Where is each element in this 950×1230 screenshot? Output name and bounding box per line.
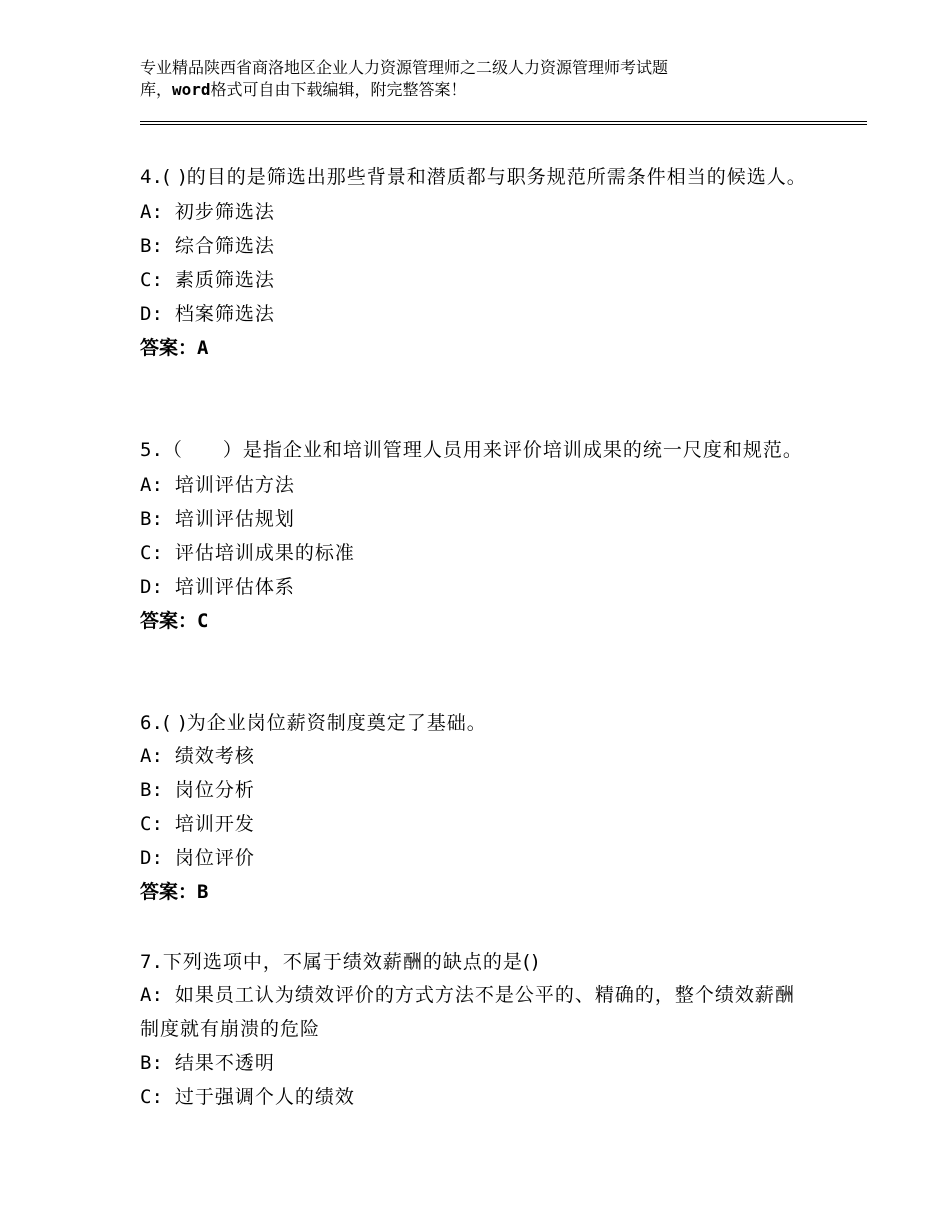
option-letter: C:	[140, 269, 163, 291]
document-header	[140, 57, 780, 101]
question-number: 6.	[140, 712, 163, 734]
option-letter: B:	[140, 235, 163, 257]
option-text: 初步筛选法	[174, 201, 275, 223]
option-b	[140, 1046, 810, 1080]
option-text: 综合筛选法	[174, 235, 275, 257]
answer-value: B	[197, 881, 209, 903]
option-text: 如果员工认为绩效评价的方式方法不是公平的、精确的，整个绩效薪酬制度就有崩溃的危险	[140, 984, 795, 1040]
option-text: 培训评估规划	[174, 508, 295, 530]
question-number: 4.	[140, 166, 163, 188]
question-stem	[140, 707, 810, 739]
option-d	[140, 570, 810, 604]
question-text: ( )的目的是筛选出那些背景和潜质都与职务规范所需条件相当的候选人。	[162, 166, 807, 188]
option-c	[140, 1080, 810, 1114]
option-d	[140, 297, 810, 331]
option-text: 档案筛选法	[174, 303, 275, 325]
option-d	[140, 841, 810, 875]
document-page	[140, 0, 867, 1230]
option-text: 结果不透明	[174, 1052, 275, 1074]
option-letter: B:	[140, 508, 163, 530]
option-text: 岗位分析	[174, 779, 255, 801]
option-letter: C:	[140, 1086, 163, 1108]
option-a	[140, 739, 810, 773]
question-text: ( )为企业岗位薪资制度奠定了基础。	[162, 712, 487, 734]
header-line-2-pre: 库，	[140, 80, 173, 99]
question-number: 7.	[140, 951, 163, 973]
option-b	[140, 229, 810, 263]
answer-label: 答案：	[140, 337, 198, 359]
question-stem	[140, 946, 810, 978]
question-text: 下列选项中，不属于绩效薪酬的缺点的是()	[162, 951, 540, 973]
question-stem	[140, 161, 810, 193]
option-text: 培训评估方法	[174, 474, 295, 496]
option-c	[140, 263, 810, 297]
option-letter: D:	[140, 847, 163, 869]
option-text: 岗位评价	[174, 847, 255, 869]
question-stem	[140, 434, 810, 466]
header-line-1: 专业精品陕西省商洛地区企业人力资源管理师之二级人力资源管理师考试题	[140, 58, 669, 77]
answer-label: 答案：	[140, 610, 198, 632]
option-letter: D:	[140, 303, 163, 325]
answer	[140, 875, 810, 909]
option-text: 培训评估体系	[174, 576, 295, 598]
option-text: 评估培训成果的标准	[174, 542, 355, 564]
option-a	[140, 468, 810, 502]
option-b	[140, 502, 810, 536]
option-letter: A:	[140, 745, 163, 767]
option-text: 过于强调个人的绩效	[174, 1086, 355, 1108]
option-a	[140, 195, 810, 229]
option-letter: C:	[140, 542, 163, 564]
option-c	[140, 807, 810, 841]
answer-value: C	[197, 610, 209, 632]
option-text: 绩效考核	[174, 745, 255, 767]
answer-value: A	[197, 337, 209, 359]
question-number: 5.	[140, 439, 163, 461]
header-divider	[140, 121, 867, 125]
option-letter: A:	[140, 201, 163, 223]
option-c	[140, 536, 810, 570]
header-line-2	[140, 79, 780, 101]
option-letter: B:	[140, 779, 163, 801]
header-line-2-post: 格式可自由下载编辑，附完整答案！	[210, 80, 467, 99]
option-b	[140, 773, 810, 807]
question-6	[140, 707, 810, 909]
option-letter: A:	[140, 474, 163, 496]
question-7	[140, 946, 810, 1114]
option-letter: A:	[140, 984, 163, 1006]
option-letter: B:	[140, 1052, 163, 1074]
answer	[140, 604, 810, 638]
option-letter: C:	[140, 813, 163, 835]
question-text: （ ）是指企业和培训管理人员用来评价培训成果的统一尺度和规范。	[162, 439, 803, 461]
option-letter: D:	[140, 576, 163, 598]
answer	[140, 331, 810, 365]
question-4	[140, 161, 810, 365]
header-word: word	[172, 80, 211, 99]
option-a	[140, 978, 810, 1046]
answer-label: 答案：	[140, 881, 198, 903]
question-5	[140, 434, 810, 638]
option-text: 培训开发	[174, 813, 255, 835]
option-text: 素质筛选法	[174, 269, 275, 291]
